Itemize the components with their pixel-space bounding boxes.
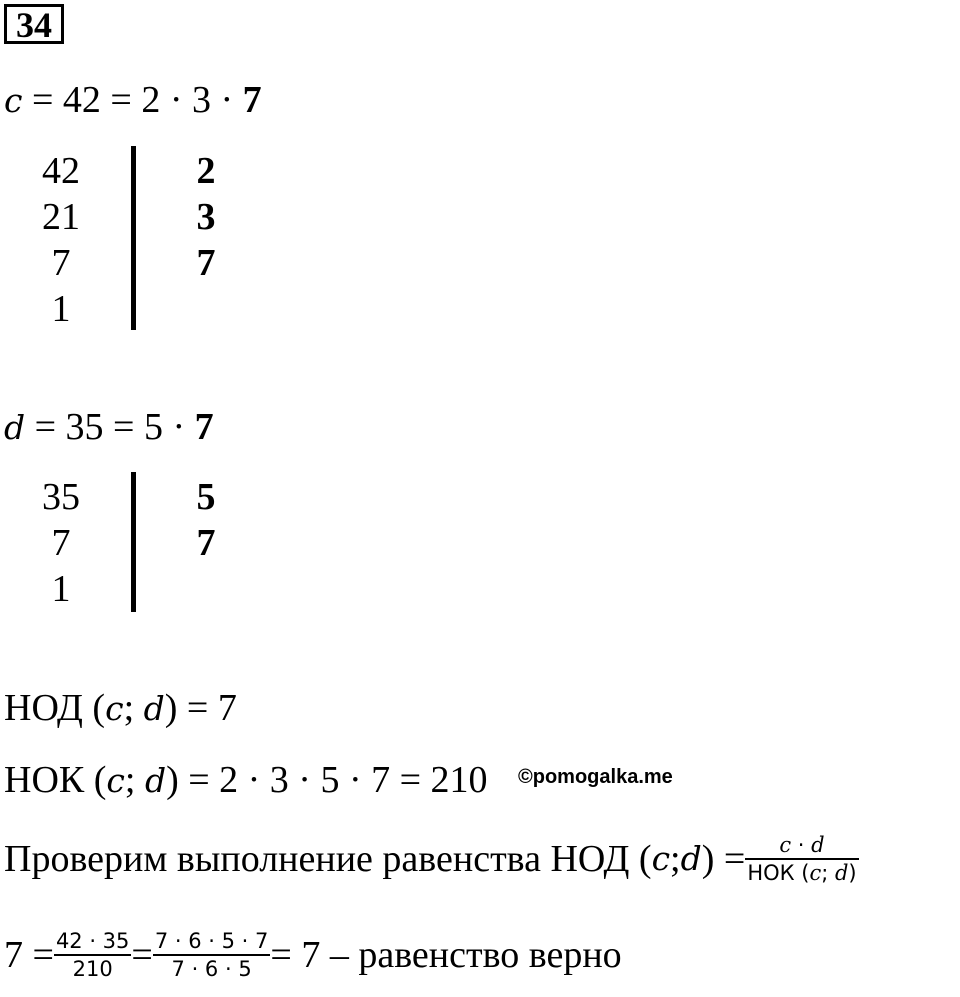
final-line [4,928,622,982]
c-table-divider [131,146,136,330]
c-equation [4,78,262,123]
check-text: Проверим выполнение равенства НОД ( [4,838,652,880]
d-equation [4,405,214,450]
c-factor-table-right [186,148,226,286]
separator: ; [123,687,144,729]
gcd-label: НОД ( [4,687,106,729]
final-lhs: 7 = [4,934,54,976]
fraction-numerator: 7 · 6 · 5 · 7 [154,929,269,953]
table-cell: 7 [51,242,71,284]
var-c: c [106,761,125,800]
problem-number: 34 [4,4,64,44]
var-d: d [834,861,849,885]
fraction-denominator: 7 · 6 · 5 [171,957,252,981]
table-cell: 7 [51,522,71,564]
fraction-numerator [777,832,826,858]
table-cell: 1 [51,288,71,330]
var-c: c [651,839,671,878]
dot: · [791,833,812,857]
var-d: d [680,839,702,878]
table-cell: 5 [196,476,216,518]
d-factor-table-left [26,474,96,612]
table-cell: 1 [51,568,71,610]
separator: ; [124,759,145,801]
fraction-1 [54,928,131,982]
d-factor-table-right [186,474,226,566]
var-d: d [811,833,825,857]
fraction-denominator: 210 [72,957,113,981]
watermark: ©pomogalka.me [518,766,673,788]
var-d: d [143,689,165,728]
equals: = [131,934,153,976]
d-eq-bold: 7 [194,406,214,448]
final-conclusion: = 7 – равенство верно [270,934,622,976]
check-line [4,832,859,886]
table-cell: 42 [42,150,80,192]
var-c: c [779,833,792,857]
var-c: c [4,81,23,120]
fraction-2 [153,928,271,982]
equals: ) = [701,838,746,880]
gcd-line [4,686,237,731]
table-cell: 2 [196,150,216,192]
d-eq-text: = 35 = 5 · [25,406,195,448]
lcm-result: ) = 2 · 3 · 5 · 7 = 210 [166,759,488,801]
c-factor-table-left [26,148,96,332]
lcm-label: НОК ( [747,861,810,885]
gcd-result: ) = 7 [164,687,237,729]
paren: ) [848,861,857,885]
var-d: d [144,761,167,800]
fraction-denominator [745,860,858,886]
d-table-divider [131,472,136,612]
var-c: c [105,689,124,728]
var-d: d [4,408,26,447]
table-cell: 7 [196,522,216,564]
separator: ; [821,861,835,885]
var-c: c [809,861,822,885]
c-eq-text: = 42 = 2 · 3 · [22,79,243,121]
lcm-line [4,758,488,803]
fraction-cd-over-lcm [745,832,858,886]
separator: ; [670,838,681,880]
fraction-numerator: 42 · 35 [55,929,130,953]
table-cell: 7 [196,242,216,284]
c-eq-bold: 7 [242,79,262,121]
table-cell: 21 [42,196,80,238]
table-cell: 3 [196,196,216,238]
table-cell: 35 [42,476,80,518]
lcm-label: НОК ( [4,759,107,801]
